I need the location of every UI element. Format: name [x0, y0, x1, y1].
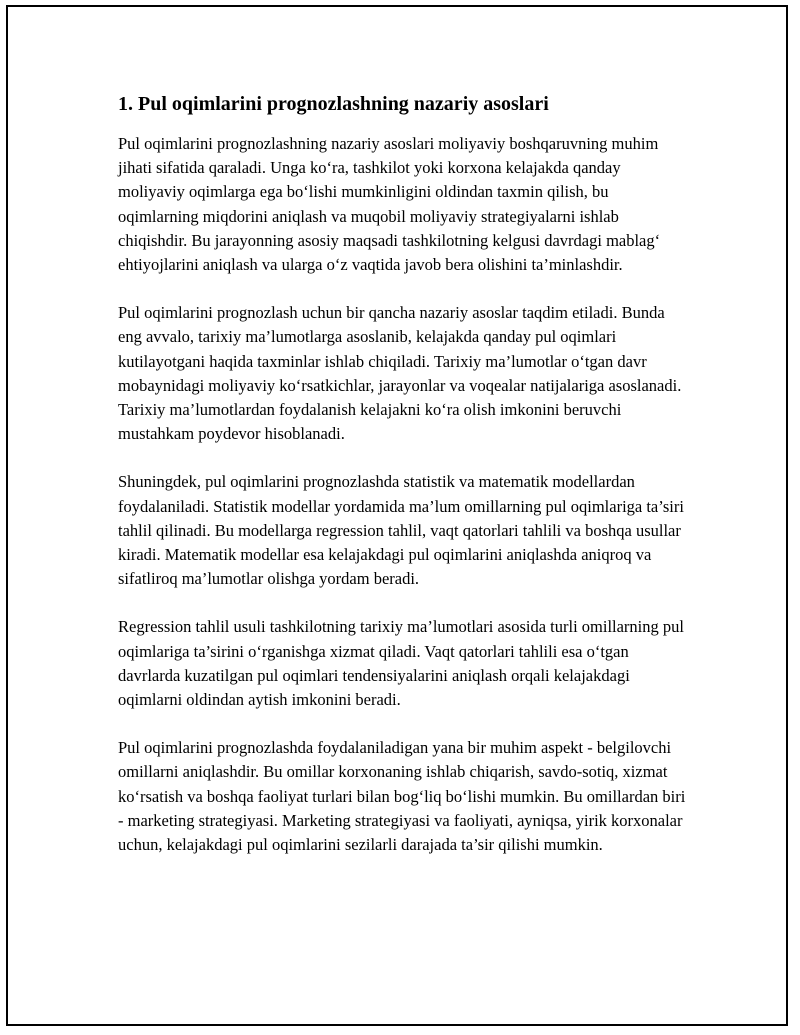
- paragraph-4: Regression tahlil usuli tashkilotning tarixiy ma’lumotlari asosida turli omillarning pul oqimlariga ta’sirini o‘rganishga xizmat qiladi. Vaqt qatorlari tahlili esa o‘tgan davrlarda kuzatilgan pul oqimlari tendensiyalarini aniqlash orqali kelajakdagi oqimlarni oldindan aytish imkonini beradi.: [118, 617, 684, 710]
- paragraph-2: Pul oqimlarini prognozlash uchun bir qancha nazariy asoslar taqdim etiladi. Bunda eng avvalo, tarixiy ma’lumotlarga asoslanib, kelajakda qanday pul oqimlari kutilayotgani haqida taxminlar ishlab chiqiladi. Tarixiy ma’lumotlar o‘tgan davr mobaynidagi moliyaviy ko‘rsatkichlar, jarayonlar va voqealar natijalariga asoslanadi. Tarixiy ma’lumotlardan foydalanish kelajakni ko‘ra olish imkonini beruvchi mustahkam poydevor hisoblanadi.: [118, 303, 682, 444]
- paragraph-3: Shuningdek, pul oqimlarini prognozlashda statistik va matematik modellardan foydalaniladi. Statistik modellar yordamida ma’lum omillarning pul oqimlariga ta’siri tahlil qilinadi. Bu modellarga regression tahlil, vaqt qatorlari tahlili va boshqa usullar kiradi. Matematik modellar esa kelajakdagi pul oqimlarini aniqlashda aniqroq va sifatliroq ma’lumotlar olishga yordam beradi.: [118, 472, 684, 589]
- paragraph-5: Pul oqimlarini prognozlashda foydalaniladigan yana bir muhim aspekt - belgilovchi omillarni aniqlashdir. Bu omillar korxonaning ishlab chiqarish, savdo-sotiq, xizmat ko‘rsatish va boshqa faoliyat turlari bilan bog‘liq bo‘lishi mumkin. Bu omillardan biri - marketing strategiyasi. Marketing strategiyasi va faoliyati, ayniqsa, yirik korxonalar uchun, kelajakdagi pul oqimlarini sezilarli darajada ta’sir qilishi mumkin.: [118, 738, 686, 855]
- paragraph-1: Pul oqimlarini prognozlashning nazariy asoslari moliyaviy boshqaruvning muhim jihati sifatida qaraladi. Unga ko‘ra, tashkilot yoki korxona kelajakda qanday moliyaviy oqimlarga ega bo‘lishi mumkinligini oldindan taxmin qilish, bu oqimlarning miqdorini aniqlash va muqobil moliyaviy strategiyalarni ishlab chiqishdir. Bu jarayonning asosiy maqsadi tashkilotning kelgusi davrdagi mablag‘ ehtiyojlarini aniqlash va ularga o‘z vaqtida javob bera olishini ta’minlashdir.: [118, 134, 661, 275]
- section-heading: 1. Pul oqimlarini prognozlashning nazariy asoslari: [118, 93, 549, 115]
- document-body: [118, 90, 688, 881]
